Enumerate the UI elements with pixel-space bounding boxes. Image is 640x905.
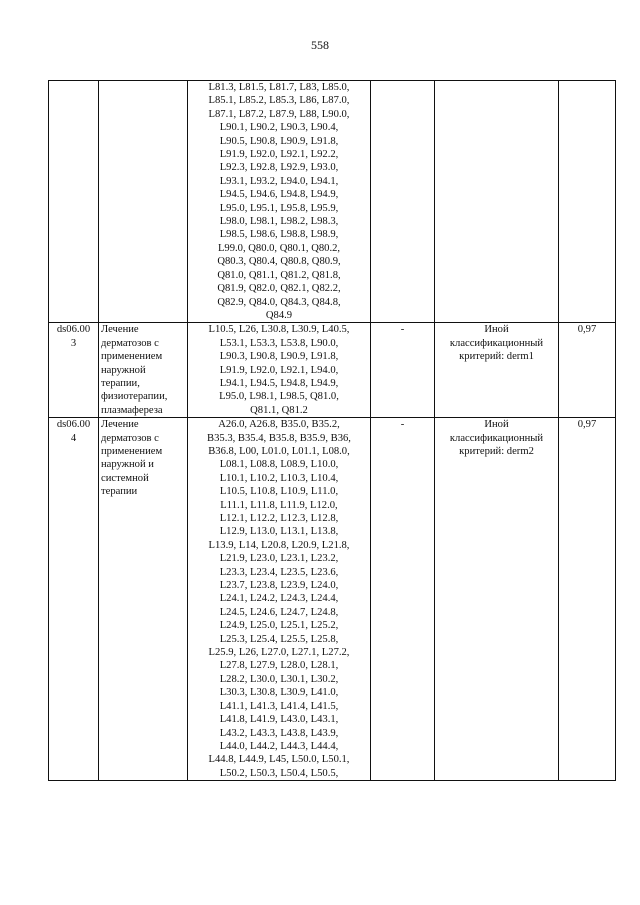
diagnosis-codes-cell <box>188 418 371 781</box>
cell-text-line: L24.5, L24.6, L24.7, L24.8, <box>219 606 339 618</box>
cell-text-line: 0,97 <box>577 324 597 336</box>
ksg-code-cell <box>49 81 99 323</box>
cell-text-line: Лечение <box>101 324 139 336</box>
cell-text-line: наружной <box>101 364 146 376</box>
cell-text-line: L11.1, L11.8, L11.9, L12.0, <box>220 499 338 511</box>
cell-text-line: L10.5, L10.8, L10.9, L11.0, <box>219 486 339 498</box>
cell-text-line: 0,97 <box>577 419 597 431</box>
cell-text-line: наружной и <box>101 459 154 471</box>
cell-text-line: 3 <box>70 337 77 349</box>
cell-text-line: физиотерапии, <box>101 391 168 403</box>
cell-text-line: ds06.00 <box>56 324 91 336</box>
criterion-cell <box>435 323 559 418</box>
cell-text-line: применением <box>101 445 163 457</box>
cell-text-line: B35.3, B35.4, B35.8, B35.9, B36, <box>207 432 351 444</box>
cell-text-line: L23.7, L23.8, L23.9, L24.0, <box>219 580 339 592</box>
criterion-cell <box>435 418 559 781</box>
cell-text-line: Лечение <box>101 419 139 431</box>
tariff-table <box>48 80 616 781</box>
coefficient-cell <box>559 323 616 418</box>
ksg-name-cell <box>99 323 188 418</box>
cell-text-line: - <box>400 324 405 336</box>
cell-text-line: Q84.9 <box>265 309 293 321</box>
ksg-name-cell <box>99 418 188 781</box>
cell-text-line: L25.9, L26, L27.0, L27.1, L27.2, <box>208 647 350 659</box>
cell-text-line: L93.1, L93.2, L94.0, L94.1, <box>219 175 339 187</box>
cell-text-line: L41.8, L41.9, L43.0, L43.1, <box>219 714 339 726</box>
diagnosis-codes-cell <box>188 323 371 418</box>
cell-text-line: дерматозов с <box>101 432 159 444</box>
cell-text-line: L25.3, L25.4, L25.5, L25.8, <box>219 633 339 645</box>
cell-text-line: L94.5, L94.6, L94.8, L94.9, <box>219 189 339 201</box>
cell-text-line: L44.0, L44.2, L44.3, L44.4, <box>219 740 339 752</box>
cell-text-line: A26.0, A26.8, B35.0, B35.2, <box>218 419 340 431</box>
cell-text-line: B36.8, L00, L01.0, L01.1, L08.0, <box>208 445 350 457</box>
cell-text-line: L53.1, L53.3, L53.8, L90.0, <box>219 337 339 349</box>
cell-text-line: 4 <box>70 432 77 444</box>
cell-text-line: Иной <box>484 324 509 336</box>
table-row <box>49 418 616 781</box>
cell-text-line: классификационный <box>449 337 544 349</box>
table-row <box>49 323 616 418</box>
cell-text-line: критерий: derm1 <box>459 351 534 363</box>
cell-text-line: L92.3, L92.8, L92.9, L93.0, <box>219 162 339 174</box>
cell-text-line: критерий: derm2 <box>459 445 534 457</box>
ksg-code-cell <box>49 323 99 418</box>
cell-text-line: L87.1, L87.2, L87.9, L88, L90.0, <box>208 108 350 120</box>
cell-text-line: - <box>400 419 405 431</box>
cell-text-line: терапии <box>101 486 138 498</box>
coefficient-cell <box>559 418 616 781</box>
cell-text-line: L08.1, L08.8, L08.9, L10.0, <box>219 459 339 471</box>
cell-text-line: L85.1, L85.2, L85.3, L86, L87.0, <box>208 95 350 107</box>
cell-text-line: L81.3, L81.5, L81.7, L83, L85.0, <box>208 82 350 93</box>
cell-text-line: системной <box>101 472 149 484</box>
cell-text-line: L99.0, Q80.0, Q80.1, Q80.2, <box>217 242 341 254</box>
cell-text-line: L12.1, L12.2, L12.3, L12.8, <box>219 513 339 524</box>
ksg-code-cell <box>49 418 99 781</box>
cell-text-line: Q80.3, Q80.4, Q80.8, Q80.9, <box>217 256 341 268</box>
cell-text-line: L24.1, L24.2, L24.3, L24.4, <box>219 593 339 605</box>
criterion-cell <box>435 81 559 323</box>
cell-text-line: L95.0, L95.1, L95.8, L95.9, <box>219 202 339 214</box>
cell-text-line: дерматозов с <box>101 337 159 349</box>
cell-text-line: L24.9, L25.0, L25.1, L25.2, <box>219 620 339 632</box>
service-code-cell <box>371 81 435 323</box>
cell-text-line: L98.0, L98.1, L98.2, L98.3, <box>219 216 339 228</box>
cell-text-line: L27.8, L27.9, L28.0, L28.1, <box>219 660 339 672</box>
cell-text-line: Q81.1, Q81.2 <box>250 404 308 416</box>
cell-text-line: L91.9, L92.0, L92.1, L94.0, <box>219 364 339 376</box>
cell-text-line: применением <box>101 351 163 363</box>
cell-text-line: Иной <box>484 419 509 431</box>
cell-text-line: L30.3, L30.8, L30.9, L41.0, <box>219 687 339 699</box>
cell-text-line: L98.5, L98.6, L98.8, L98.9, <box>219 229 339 241</box>
cell-text-line: L90.1, L90.2, L90.3, L90.4, <box>219 122 339 134</box>
cell-text-line: L95.0, L98.1, L98.5, Q81.0, <box>219 391 339 403</box>
cell-text-line: L90.5, L90.8, L90.9, L91.8, <box>219 135 339 147</box>
cell-text-line: L10.5, L26, L30.8, L30.9, L40.5, <box>208 324 350 336</box>
cell-text-line: L10.1, L10.2, L10.3, L10.4, <box>219 472 339 484</box>
cell-text-line: плазмафереза <box>101 404 163 416</box>
cell-text-line: L21.9, L23.0, L23.1, L23.2, <box>219 553 339 565</box>
ksg-name-cell <box>99 81 188 323</box>
cell-text-line: L50.2, L50.3, L50.4, L50.5, <box>219 767 339 779</box>
cell-text-line: L12.9, L13.0, L13.1, L13.8, <box>219 526 339 538</box>
service-code-cell <box>371 323 435 418</box>
cell-text-line: L94.1, L94.5, L94.8, L94.9, <box>219 377 339 389</box>
service-code-cell <box>371 418 435 781</box>
cell-text-line: Q81.0, Q81.1, Q81.2, Q81.8, <box>217 269 341 281</box>
cell-text-line: L28.2, L30.0, L30.1, L30.2, <box>219 673 339 685</box>
diagnosis-codes-cell <box>188 81 371 323</box>
coefficient-cell <box>559 81 616 323</box>
cell-text-line: L23.3, L23.4, L23.5, L23.6, <box>219 566 339 578</box>
cell-text-line: L44.8, L44.9, L45, L50.0, L50.1, <box>208 754 350 766</box>
cell-text-line: классификационный <box>449 432 544 444</box>
cell-text-line: L91.9, L92.0, L92.1, L92.2, <box>219 149 339 161</box>
page-number: 558 <box>311 38 329 52</box>
cell-text-line: терапии, <box>101 377 140 389</box>
table-row <box>49 81 616 323</box>
cell-text-line: Q81.9, Q82.0, Q82.1, Q82.2, <box>217 283 341 295</box>
cell-text-line: L13.9, L14, L20.8, L20.9, L21.8, <box>208 539 350 551</box>
cell-text-line: L41.1, L41.3, L41.4, L41.5, <box>219 700 339 712</box>
cell-text-line: L90.3, L90.8, L90.9, L91.8, <box>219 351 339 363</box>
cell-text-line: Q82.9, Q84.0, Q84.3, Q84.8, <box>217 296 341 308</box>
cell-text-line: ds06.00 <box>56 419 91 431</box>
cell-text-line: L43.2, L43.3, L43.8, L43.9, <box>219 727 339 739</box>
